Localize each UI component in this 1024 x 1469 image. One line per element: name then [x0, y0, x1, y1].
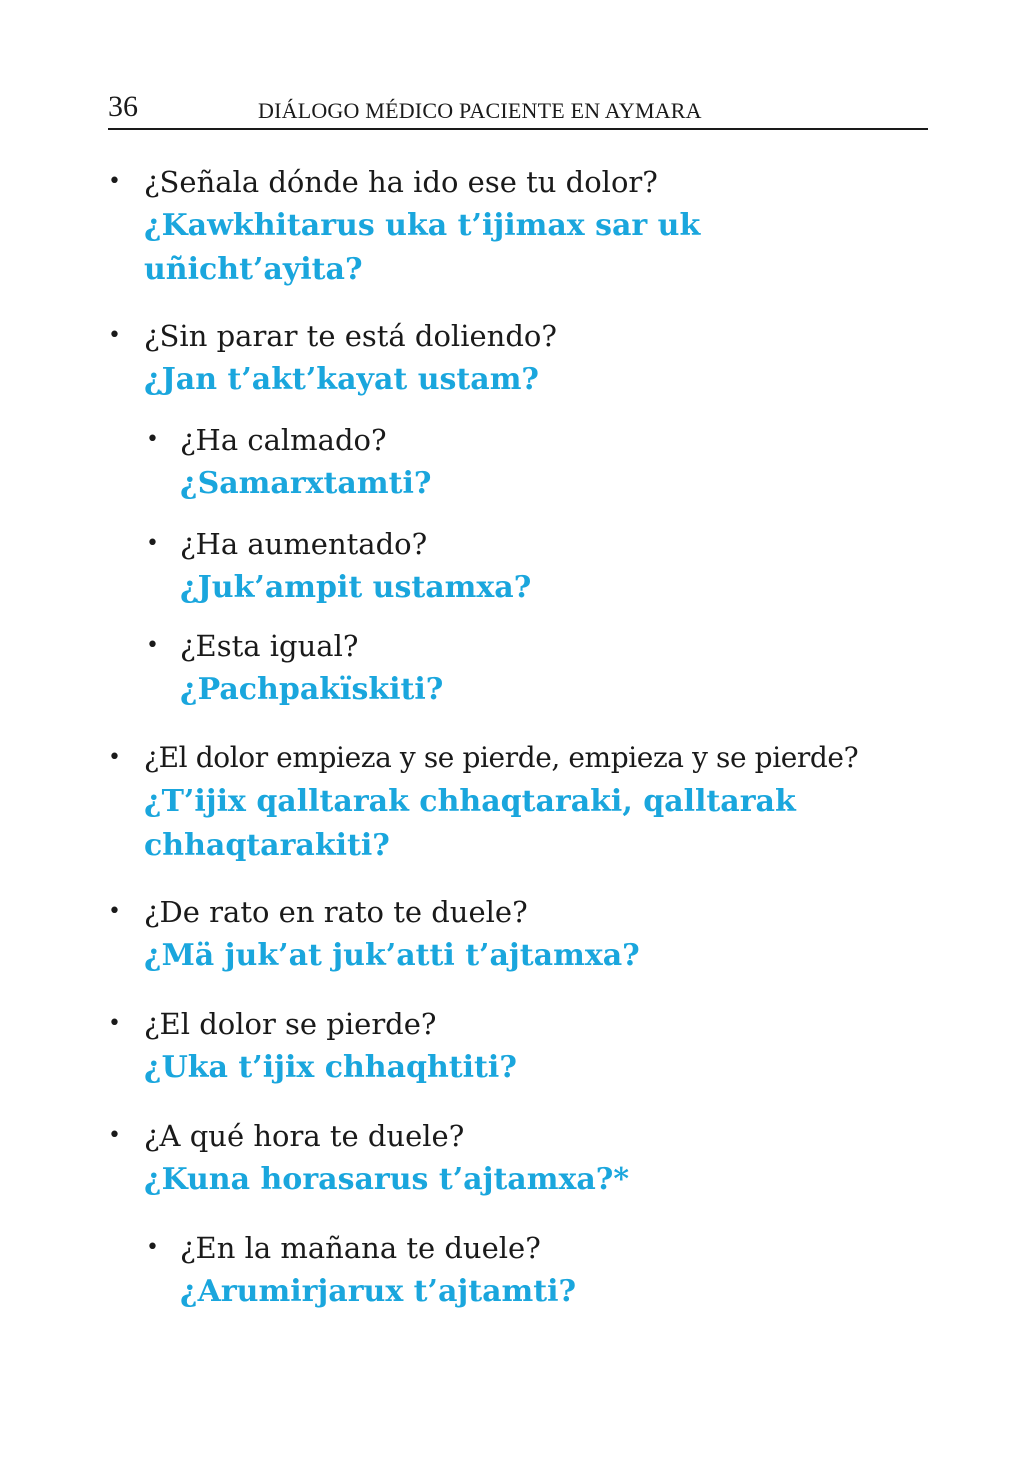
bullet-icon: • — [108, 323, 121, 348]
aymara-translation-line: ¿Kawkhitarus uka t’ijimax sar uk — [144, 208, 701, 243]
spanish-question: ¿Sin parar te está doliendo? — [144, 319, 557, 353]
bullet-icon: • — [146, 1235, 159, 1260]
page-header — [108, 86, 928, 130]
spanish-question: ¿Ha aumentado? — [180, 527, 428, 561]
bullet-icon: • — [146, 633, 159, 658]
spanish-question: ¿A qué hora te duele? — [144, 1119, 465, 1153]
spanish-question: ¿Ha calmado? — [180, 423, 387, 457]
aymara-translation-line: ¿Kuna horasarus t’ajtamxa?* — [144, 1162, 630, 1197]
running-head: DIÁLOGO MÉDICO PACIENTE EN AYMARA — [258, 98, 702, 123]
aymara-translation-line: ¿Arumirjarux t’ajtamti? — [180, 1274, 577, 1309]
aymara-translation-line: ¿Pachpakïskiti? — [180, 672, 444, 707]
aymara-translation-line: ¿Uka t’ijix chhaqhtiti? — [144, 1050, 517, 1085]
spanish-question: ¿Esta igual? — [180, 629, 359, 663]
aymara-translation-line: ¿Mä juk’at juk’atti t’ajtamxa? — [144, 938, 640, 973]
bullet-icon: • — [108, 745, 121, 770]
bullet-icon: • — [146, 427, 159, 452]
bullet-icon: • — [108, 899, 121, 924]
bullet-icon: • — [146, 531, 159, 556]
spanish-question: ¿De rato en rato te duele? — [144, 895, 528, 929]
spanish-question: ¿Señala dónde ha ido ese tu dolor? — [144, 165, 658, 199]
page-number: 36 — [108, 90, 138, 123]
aymara-translation-line: chhaqtarakiti? — [144, 828, 390, 863]
bullet-icon: • — [108, 1011, 121, 1036]
aymara-translation-line: ¿Juk’ampit ustamxa? — [180, 570, 532, 605]
bullet-icon: • — [108, 1123, 121, 1148]
spanish-question: ¿En la mañana te duele? — [180, 1231, 541, 1265]
aymara-translation-line: ¿Samarxtamti? — [180, 466, 432, 501]
spanish-question: ¿El dolor se pierde? — [144, 1007, 437, 1041]
aymara-translation-line: uñicht’ayita? — [144, 252, 363, 287]
aymara-translation-line: ¿Jan t’akt’kayat ustam? — [144, 362, 540, 397]
aymara-translation-line: ¿T’ijix qalltarak chhaqtaraki, qalltarak — [144, 784, 796, 819]
spanish-question: ¿El dolor empieza y se pierde, empieza y se pierde? — [144, 741, 859, 774]
bullet-icon: • — [108, 169, 121, 194]
